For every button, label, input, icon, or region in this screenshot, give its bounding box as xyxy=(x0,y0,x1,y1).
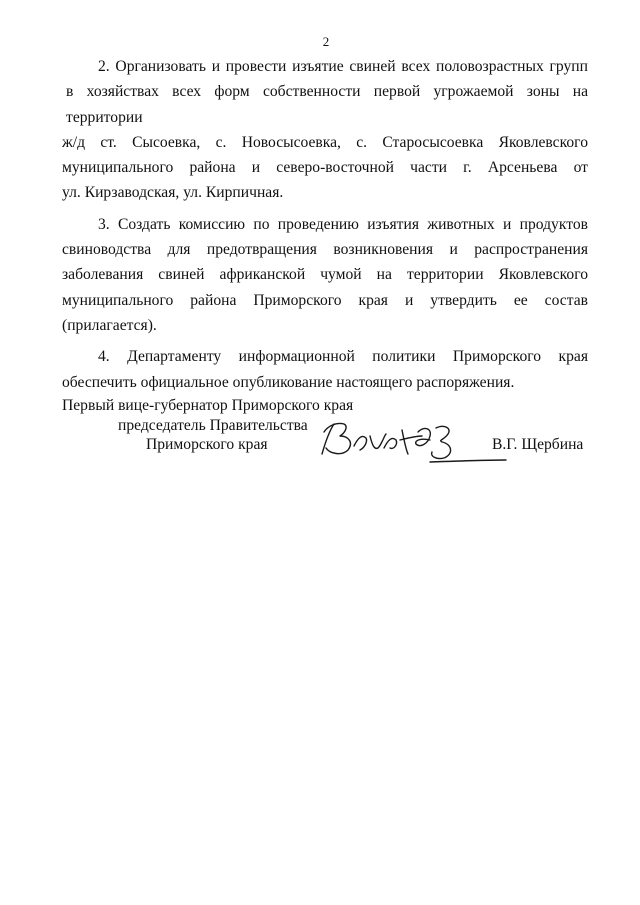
signer-title-line-2: председатель Правительства xyxy=(118,416,308,434)
signer-title-line-1: Первый вице-губернатор Приморского края xyxy=(62,397,354,414)
paragraph-2 xyxy=(62,54,588,206)
page-number: 2 xyxy=(322,34,330,49)
paragraph-line: 3. Создать комиссию по проведению изъятия животных и продуктов xyxy=(98,215,588,233)
signer-title-line-3: Приморского края xyxy=(146,436,268,453)
paragraph-line: заболевания свиней африканской чумой на территории Яковлевского xyxy=(62,266,588,284)
paragraph-line: обеспечить официальное опубликование настоящего распоряжения. xyxy=(62,373,515,391)
paragraph-4 xyxy=(62,344,588,395)
paragraph-line: муниципального района и северо-восточной части г. Арсеньева от xyxy=(62,159,588,177)
paragraph-3 xyxy=(62,212,588,338)
paragraph-line: 2. Организовать и провести изъятие свиней всех половозрастных групп xyxy=(98,58,588,75)
paragraph-line: ул. Кирзаводская, ул. Кирпичная. xyxy=(62,184,284,202)
handwritten-signature xyxy=(318,410,508,466)
paragraph-line: свиноводства для предотвращения возникновения и распространения xyxy=(62,241,588,259)
paragraph-line: муниципального района Приморского края и утвердить ее состав (прилагается). xyxy=(62,291,588,334)
document-body xyxy=(62,54,588,395)
paragraph-line: ж/д ст. Сысоевка, с. Новосысоевка, с. Старосысоевка Яковлевского xyxy=(62,133,588,151)
signer-name: В.Г. Щербина xyxy=(492,436,584,453)
paragraph-line: в хозяйствах всех форм собственности первой угрожаемой зоны на территории xyxy=(66,83,588,126)
paragraph-line: 4. Департаменту информационной политики Приморского края xyxy=(98,348,588,366)
